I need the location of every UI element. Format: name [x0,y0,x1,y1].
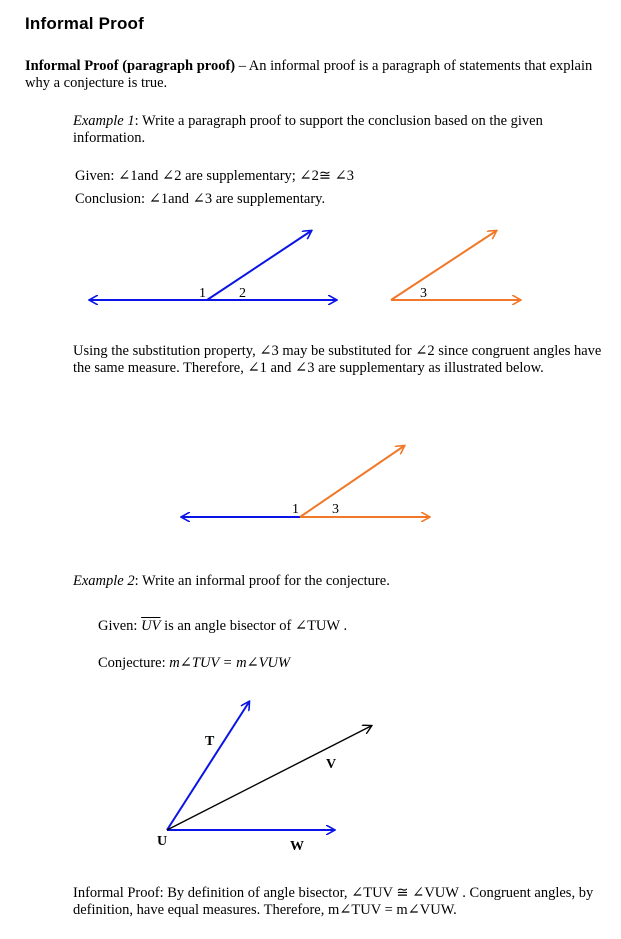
given1-label: Given: [75,168,119,184]
given1-text: ∠1and ∠2 are supplementary; ∠2≅ ∠3 [118,168,354,184]
ray-uv-bisector [167,726,371,830]
label-w: W [290,839,304,854]
page-title: Informal Proof [25,14,144,33]
substitution-paragraph: Using the substitution property, ∠3 may be substituted for ∠2 since congruent angles have the same measure. Therefore, ∠1 and ∠3 are supplementary as illustrated below. [73,343,602,376]
label-t: T [205,734,215,749]
combined-angle-3-label: 3 [332,502,339,517]
label-v: V [326,757,337,772]
ray-uv: $\overline{UV}$ [141,618,161,634]
figure1-orange-angle [391,231,520,301]
combined-figure [182,446,429,517]
example2-text: : Write an informal proof for the conjecture. [134,573,390,589]
figure1-blue-angles [90,231,336,301]
label-u: U [157,834,168,849]
conjecture-text: m∠TUV = m∠VUW [169,655,291,671]
conjecture-label: Conjecture: [98,655,170,671]
intro-term: Informal Proof (paragraph proof) [25,58,236,74]
conclusion1-label: Conclusion: [75,191,149,207]
ray-up [207,231,311,300]
given2-label: Given: [98,618,142,634]
example1-label: Example 1 [73,113,135,129]
combined-angle-1-label: 1 [292,502,299,517]
angle-3-label: 3 [420,286,427,301]
proof-text: By definition of angle bisector, ∠TUV ≅ ∠VUW . Congruent angles, by definition, have equal measures. Therefore, m∠TUV = m∠VUW. [73,885,594,918]
orange-ray-up [391,231,496,300]
example2-label: Example 2 [73,573,135,589]
proof-label: Informal Proof: [73,885,168,901]
ray-ut [167,702,249,830]
example1-text: : Write a paragraph proof to support the conclusion based on the given information. [73,113,543,146]
given2-text: is an angle bisector of ∠TUW . [160,618,348,634]
conclusion1-text: ∠1and ∠3 are supplementary. [148,191,326,207]
bisector-figure [157,702,371,854]
angle-1-label: 1 [199,286,206,301]
angle-2-label: 2 [239,286,246,301]
intro-text: – An informal proof is a paragraph of statements that explain why a conjecture is true. [25,58,593,91]
combined-orange-ray-up [300,446,404,517]
